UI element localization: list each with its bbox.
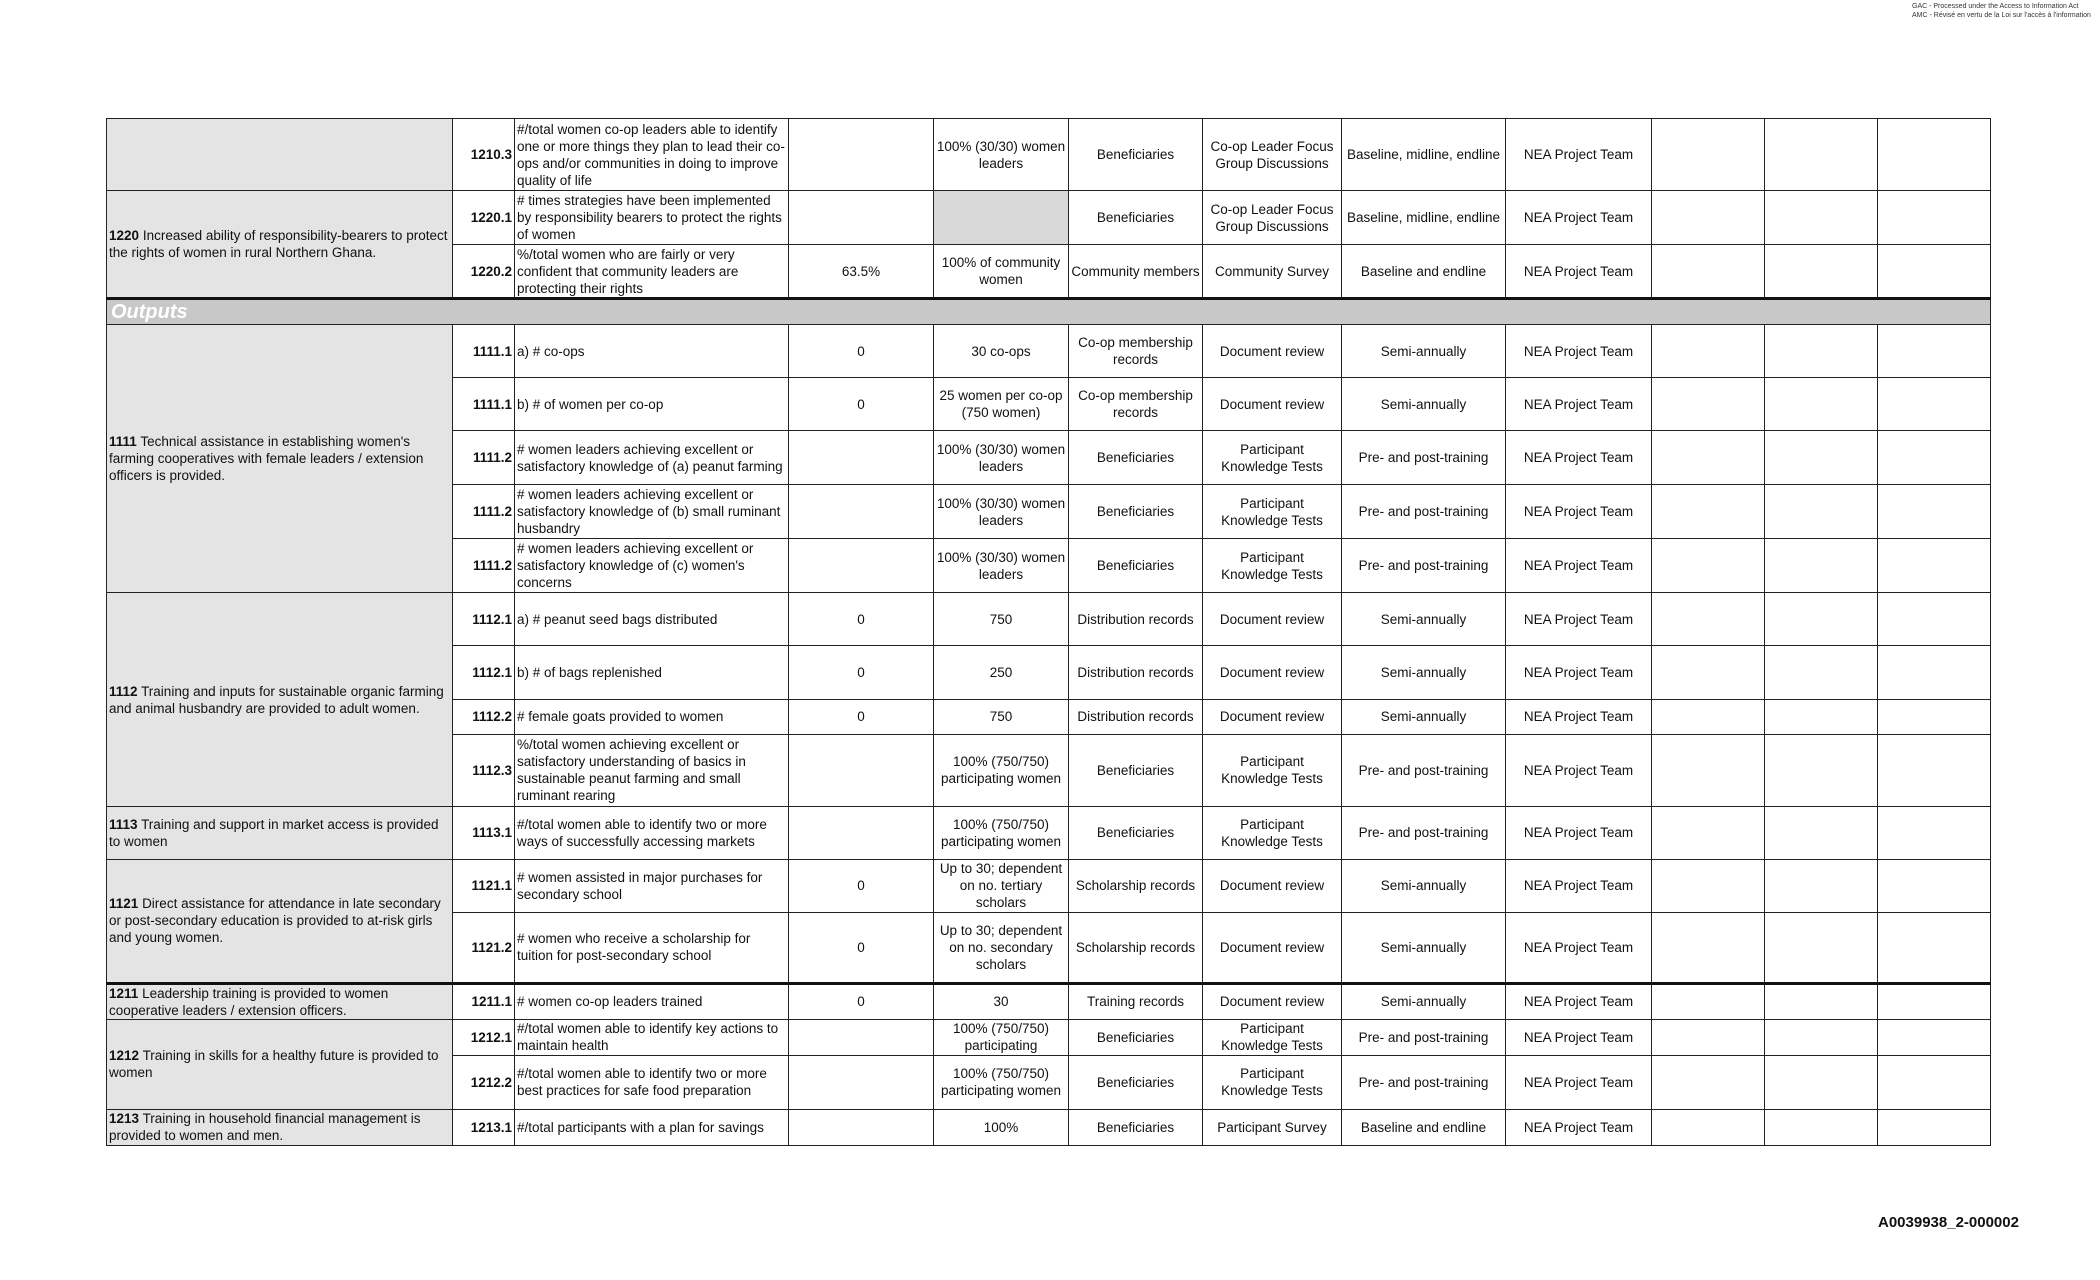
responsibility-cell: NEA Project Team [1506, 431, 1652, 485]
indicator-text: #/total women able to identify two or more ways of successfully accessing markets [515, 806, 789, 859]
target-cell: 250 [934, 646, 1069, 699]
indicator-code: 1112.1 [453, 593, 515, 646]
frequency-cell: Pre- and post-training [1342, 485, 1506, 539]
objective-text: Leadership training is provided to women cooperative leaders / extension officers. [109, 985, 389, 1018]
baseline-cell [789, 1055, 934, 1109]
indicator-code: 1210.3 [453, 119, 515, 191]
frequency-cell: Pre- and post-training [1342, 806, 1506, 859]
table-row [107, 1109, 1991, 1145]
empty-cell [1765, 593, 1878, 646]
frequency-cell: Baseline, midline, endline [1342, 191, 1506, 245]
responsibility-cell: NEA Project Team [1506, 539, 1652, 593]
baseline-cell [789, 806, 934, 859]
empty-cell [1652, 119, 1765, 191]
objective-text: Increased ability of responsibility-bearers to protect the rights of women in rural Northern Ghana. [109, 228, 448, 261]
objective-cell [107, 806, 453, 859]
indicator-text: # women co-op leaders trained [515, 983, 789, 1019]
collection-method-cell: Document review [1203, 912, 1342, 983]
objective-code: 1113 [109, 816, 138, 832]
empty-cell [1765, 119, 1878, 191]
empty-cell [1652, 806, 1765, 859]
indicator-code: 1111.1 [453, 325, 515, 378]
empty-cell [1765, 734, 1878, 806]
target-cell: 25 women per co-op (750 women) [934, 378, 1069, 431]
target-cell: 100% (750/750) participating women [934, 806, 1069, 859]
table-row [107, 325, 1991, 378]
indicator-text: %/total women who are fairly or very confident that community leaders are protecting their rights [515, 245, 789, 299]
empty-cell [1765, 431, 1878, 485]
indicator-code: 1112.1 [453, 646, 515, 699]
baseline-cell [789, 1019, 934, 1055]
empty-cell [1878, 983, 1991, 1019]
empty-cell [1765, 539, 1878, 593]
frequency-cell: Pre- and post-training [1342, 734, 1506, 806]
baseline-cell: 0 [789, 593, 934, 646]
empty-cell [1652, 485, 1765, 539]
objective-code: 1211 [109, 985, 139, 1001]
empty-cell [1878, 806, 1991, 859]
indicator-text: b) # of women per co-op [515, 378, 789, 431]
objective-cell [107, 593, 453, 806]
baseline-cell [789, 119, 934, 191]
empty-cell [1652, 859, 1765, 912]
data-source-cell: Scholarship records [1069, 859, 1203, 912]
indicator-code: 1220.2 [453, 245, 515, 299]
empty-cell [1878, 191, 1991, 245]
access-to-information-stamp [1912, 2, 2091, 20]
baseline-cell [789, 734, 934, 806]
target-cell: 100% (30/30) women leaders [934, 119, 1069, 191]
frequency-cell: Pre- and post-training [1342, 539, 1506, 593]
empty-cell [1878, 325, 1991, 378]
frequency-cell: Semi-annually [1342, 646, 1506, 699]
empty-cell [1878, 245, 1991, 299]
empty-cell [1652, 983, 1765, 1019]
data-source-cell: Beneficiaries [1069, 1109, 1203, 1145]
target-cell: 30 co-ops [934, 325, 1069, 378]
indicator-code: 1111.2 [453, 539, 515, 593]
empty-cell [1878, 912, 1991, 983]
collection-method-cell: Participant Survey [1203, 1109, 1342, 1145]
collection-method-cell: Document review [1203, 593, 1342, 646]
target-cell: 100% [934, 1109, 1069, 1145]
indicator-code: 1213.1 [453, 1109, 515, 1145]
baseline-cell: 0 [789, 646, 934, 699]
empty-cell [1878, 859, 1991, 912]
empty-cell [1765, 859, 1878, 912]
data-source-cell: Co-op membership records [1069, 378, 1203, 431]
responsibility-cell: NEA Project Team [1506, 912, 1652, 983]
frequency-cell: Pre- and post-training [1342, 1055, 1506, 1109]
target-cell: 100% of community women [934, 245, 1069, 299]
document-id: A0039938_2-000002 [1878, 1214, 2019, 1231]
collection-method-cell: Participant Knowledge Tests [1203, 539, 1342, 593]
responsibility-cell: NEA Project Team [1506, 1019, 1652, 1055]
responsibility-cell: NEA Project Team [1506, 593, 1652, 646]
baseline-cell [789, 431, 934, 485]
data-source-cell: Beneficiaries [1069, 1019, 1203, 1055]
empty-cell [1878, 1019, 1991, 1055]
indicator-text: # women who receive a scholarship for tuition for post-secondary school [515, 912, 789, 983]
indicator-code: 1220.1 [453, 191, 515, 245]
frequency-cell: Baseline, midline, endline [1342, 119, 1506, 191]
objective-cell [107, 1019, 453, 1109]
baseline-cell [789, 539, 934, 593]
indicator-text: # female goats provided to women [515, 699, 789, 734]
objective-cell [107, 1109, 453, 1145]
empty-cell [1652, 593, 1765, 646]
empty-cell [1765, 325, 1878, 378]
collection-method-cell: Co-op Leader Focus Group Discussions [1203, 119, 1342, 191]
baseline-cell: 0 [789, 699, 934, 734]
objective-cell [107, 983, 453, 1019]
empty-cell [1652, 1109, 1765, 1145]
empty-cell [1652, 699, 1765, 734]
objective-code: 1220 [109, 228, 140, 244]
objective-text: Training and inputs for sustainable organic farming and animal husbandry are provided to adult women. [109, 683, 444, 716]
target-cell: 750 [934, 593, 1069, 646]
target-cell: 100% (750/750) participating women [934, 1055, 1069, 1109]
indicator-text: # women assisted in major purchases for secondary school [515, 859, 789, 912]
section-title: Outputs [107, 299, 1991, 325]
collection-method-cell: Participant Knowledge Tests [1203, 734, 1342, 806]
table-row [107, 806, 1991, 859]
collection-method-cell: Community Survey [1203, 245, 1342, 299]
objective-text: Training and support in market access is provided to women [109, 816, 439, 849]
collection-method-cell: Document review [1203, 859, 1342, 912]
indicator-text: #/total women able to identify key actions to maintain health [515, 1019, 789, 1055]
empty-cell [1652, 734, 1765, 806]
empty-cell [1652, 1019, 1765, 1055]
empty-cell [1765, 1109, 1878, 1145]
table-row [107, 191, 1991, 245]
collection-method-cell: Document review [1203, 646, 1342, 699]
target-cell: 100% (30/30) women leaders [934, 485, 1069, 539]
collection-method-cell: Document review [1203, 699, 1342, 734]
empty-cell [1765, 983, 1878, 1019]
data-source-cell: Beneficiaries [1069, 1055, 1203, 1109]
frequency-cell: Pre- and post-training [1342, 431, 1506, 485]
objective-code: 1212 [109, 1048, 140, 1064]
collection-method-cell: Participant Knowledge Tests [1203, 1055, 1342, 1109]
empty-cell [1765, 699, 1878, 734]
empty-cell [1765, 1019, 1878, 1055]
responsibility-cell: NEA Project Team [1506, 378, 1652, 431]
data-source-cell: Beneficiaries [1069, 119, 1203, 191]
collection-method-cell: Document review [1203, 325, 1342, 378]
target-cell: Up to 30; dependent on no. secondary scholars [934, 912, 1069, 983]
empty-cell [1652, 1055, 1765, 1109]
collection-method-cell: Participant Knowledge Tests [1203, 1019, 1342, 1055]
baseline-cell [789, 1109, 934, 1145]
data-source-cell: Beneficiaries [1069, 191, 1203, 245]
empty-cell [1878, 539, 1991, 593]
indicator-code: 1211.1 [453, 983, 515, 1019]
data-source-cell: Scholarship records [1069, 912, 1203, 983]
objective-code: 1112 [109, 683, 138, 699]
indicator-code: 1111.1 [453, 378, 515, 431]
indicator-code: 1112.3 [453, 734, 515, 806]
objective-text: Direct assistance for attendance in late secondary or post-secondary education is provided to at-risk girls and young women. [109, 896, 441, 946]
responsibility-cell: NEA Project Team [1506, 734, 1652, 806]
target-cell: 100% (750/750) participating women [934, 734, 1069, 806]
baseline-cell [789, 191, 934, 245]
indicator-code: 1113.1 [453, 806, 515, 859]
frequency-cell: Semi-annually [1342, 859, 1506, 912]
indicator-code: 1121.2 [453, 912, 515, 983]
frequency-cell: Semi-annually [1342, 699, 1506, 734]
target-cell: Up to 30; dependent on no. tertiary scholars [934, 859, 1069, 912]
indicator-code: 1212.2 [453, 1055, 515, 1109]
target-cell: 100% (750/750) participating [934, 1019, 1069, 1055]
stamp-line-fr: AMC - Révisé en vertu de la Loi sur l'accès à l'information [1912, 12, 2091, 19]
frequency-cell: Semi-annually [1342, 378, 1506, 431]
objective-code: 1111 [109, 434, 137, 450]
indicator-code: 1111.2 [453, 431, 515, 485]
target-cell [934, 191, 1069, 245]
responsibility-cell: NEA Project Team [1506, 983, 1652, 1019]
empty-cell [1652, 378, 1765, 431]
empty-cell [1765, 806, 1878, 859]
indicator-text: #/total women co-op leaders able to identify one or more things they plan to lead their co-ops and/or communities in doing to improve quality of life [515, 119, 789, 191]
collection-method-cell: Participant Knowledge Tests [1203, 485, 1342, 539]
empty-cell [1652, 325, 1765, 378]
indicator-text: # times strategies have been implemented by responsibility bearers to protect the rights of women [515, 191, 789, 245]
data-source-cell: Beneficiaries [1069, 734, 1203, 806]
empty-cell [1652, 912, 1765, 983]
empty-cell [1878, 485, 1991, 539]
data-source-cell: Co-op membership records [1069, 325, 1203, 378]
empty-cell [1878, 378, 1991, 431]
table-row [107, 983, 1991, 1019]
indicator-text: a) # co-ops [515, 325, 789, 378]
table-row [107, 593, 1991, 646]
objective-text: Training in skills for a healthy future is provided to women [109, 1048, 439, 1081]
empty-cell [1765, 485, 1878, 539]
empty-cell [1878, 646, 1991, 699]
data-source-cell: Beneficiaries [1069, 539, 1203, 593]
empty-cell [1878, 734, 1991, 806]
indicator-code: 1212.1 [453, 1019, 515, 1055]
objective-text: Training in household financial management is provided to women and men. [109, 1111, 421, 1144]
data-source-cell: Distribution records [1069, 699, 1203, 734]
baseline-cell: 63.5% [789, 245, 934, 299]
stamp-line-en: GAC - Processed under the Access to Information Act [1912, 3, 2079, 10]
empty-cell [1878, 699, 1991, 734]
empty-cell [1652, 191, 1765, 245]
indicator-code: 1111.2 [453, 485, 515, 539]
baseline-cell: 0 [789, 912, 934, 983]
table-row [107, 119, 1991, 191]
indicator-text: # women leaders achieving excellent or satisfactory knowledge of (c) women's concerns [515, 539, 789, 593]
responsibility-cell: NEA Project Team [1506, 485, 1652, 539]
responsibility-cell: NEA Project Team [1506, 325, 1652, 378]
data-source-cell: Community members [1069, 245, 1203, 299]
objective-cell [107, 191, 453, 299]
frequency-cell: Semi-annually [1342, 912, 1506, 983]
responsibility-cell: NEA Project Team [1506, 859, 1652, 912]
empty-cell [1652, 539, 1765, 593]
empty-cell [1878, 119, 1991, 191]
empty-cell [1878, 1109, 1991, 1145]
indicator-text: a) # peanut seed bags distributed [515, 593, 789, 646]
data-source-cell: Distribution records [1069, 646, 1203, 699]
empty-cell [1652, 245, 1765, 299]
empty-cell [1878, 593, 1991, 646]
empty-cell [1878, 431, 1991, 485]
responsibility-cell: NEA Project Team [1506, 806, 1652, 859]
objective-text: Technical assistance in establishing women's farming cooperatives with female leaders / extension officers is provided. [109, 434, 424, 484]
target-cell: 30 [934, 983, 1069, 1019]
objective-cell [107, 325, 453, 593]
baseline-cell: 0 [789, 325, 934, 378]
baseline-cell: 0 [789, 859, 934, 912]
data-source-cell: Distribution records [1069, 593, 1203, 646]
responsibility-cell: NEA Project Team [1506, 245, 1652, 299]
responsibility-cell: NEA Project Team [1506, 699, 1652, 734]
responsibility-cell: NEA Project Team [1506, 191, 1652, 245]
target-cell: 100% (30/30) women leaders [934, 431, 1069, 485]
data-source-cell: Beneficiaries [1069, 431, 1203, 485]
responsibility-cell: NEA Project Team [1506, 646, 1652, 699]
indicator-text: #/total women able to identify two or more best practices for safe food preparation [515, 1055, 789, 1109]
frequency-cell: Semi-annually [1342, 593, 1506, 646]
empty-cell [1878, 1055, 1991, 1109]
baseline-cell: 0 [789, 378, 934, 431]
collection-method-cell: Participant Knowledge Tests [1203, 431, 1342, 485]
objective-cell [107, 859, 453, 983]
responsibility-cell: NEA Project Team [1506, 1055, 1652, 1109]
empty-cell [1765, 191, 1878, 245]
responsibility-cell: NEA Project Team [1506, 119, 1652, 191]
frequency-cell: Pre- and post-training [1342, 1019, 1506, 1055]
performance-measurement-table [106, 118, 1991, 1146]
collection-method-cell: Document review [1203, 378, 1342, 431]
data-source-cell: Beneficiaries [1069, 485, 1203, 539]
indicator-text: %/total women achieving excellent or satisfactory understanding of basics in sustainable peanut farming and small ruminant rearing [515, 734, 789, 806]
indicator-text: #/total participants with a plan for savings [515, 1109, 789, 1145]
collection-method-cell: Co-op Leader Focus Group Discussions [1203, 191, 1342, 245]
collection-method-cell: Participant Knowledge Tests [1203, 806, 1342, 859]
target-cell: 100% (30/30) women leaders [934, 539, 1069, 593]
objective-code: 1213 [109, 1111, 140, 1127]
table-row [107, 1019, 1991, 1055]
indicator-code: 1121.1 [453, 859, 515, 912]
baseline-cell: 0 [789, 983, 934, 1019]
indicator-code: 1112.2 [453, 699, 515, 734]
empty-cell [1765, 1055, 1878, 1109]
empty-cell [1765, 912, 1878, 983]
indicator-text: # women leaders achieving excellent or satisfactory knowledge of (a) peanut farming [515, 431, 789, 485]
empty-cell [1652, 431, 1765, 485]
objective-cell [107, 119, 453, 191]
empty-cell [1652, 646, 1765, 699]
frequency-cell: Semi-annually [1342, 325, 1506, 378]
empty-cell [1765, 245, 1878, 299]
section-header-row [107, 299, 1991, 325]
objective-code: 1121 [109, 896, 139, 912]
table-row [107, 859, 1991, 912]
data-source-cell: Beneficiaries [1069, 806, 1203, 859]
indicator-text: b) # of bags replenished [515, 646, 789, 699]
baseline-cell [789, 485, 934, 539]
frequency-cell: Semi-annually [1342, 983, 1506, 1019]
collection-method-cell: Document review [1203, 983, 1342, 1019]
frequency-cell: Baseline and endline [1342, 245, 1506, 299]
indicator-text: # women leaders achieving excellent or satisfactory knowledge of (b) small ruminant husbandry [515, 485, 789, 539]
frequency-cell: Baseline and endline [1342, 1109, 1506, 1145]
data-source-cell: Training records [1069, 983, 1203, 1019]
empty-cell [1765, 378, 1878, 431]
target-cell: 750 [934, 699, 1069, 734]
responsibility-cell: NEA Project Team [1506, 1109, 1652, 1145]
empty-cell [1765, 646, 1878, 699]
